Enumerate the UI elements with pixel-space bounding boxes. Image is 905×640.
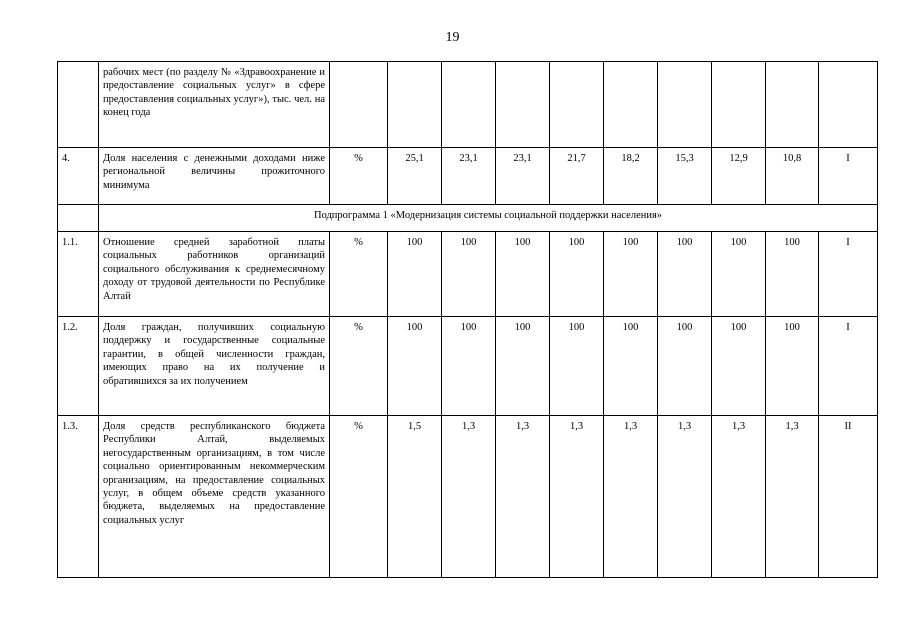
indicator-name: Доля средств республиканского бюджета Республики Алтай, выделяемых негосударственным организациям, в том числе социально ориентированным некоммерческим организациям, на предоставление социальных услуг, в общем объеме средств указанного бюджета, выделяемых на предоставление социальных услуг [99, 416, 330, 578]
table-row [58, 62, 878, 148]
value-cell: 12,9 [712, 148, 766, 205]
value-cell [766, 62, 819, 148]
category-cell: I [819, 148, 878, 205]
indicators-table [57, 61, 878, 578]
subprogram-row [58, 205, 878, 232]
value-cell: 1,3 [712, 416, 766, 578]
indicator-name: Доля населения с денежными доходами ниже региональной величины прожиточного минимума [99, 148, 330, 205]
unit-cell: % [330, 317, 388, 416]
unit-cell: % [330, 416, 388, 578]
value-cell: 100 [388, 317, 442, 416]
value-cell: 100 [658, 232, 712, 317]
value-cell [388, 62, 442, 148]
value-cell: 100 [388, 232, 442, 317]
value-cell [712, 62, 766, 148]
value-cell [604, 62, 658, 148]
row-number: 1.2. [58, 317, 99, 416]
value-cell: 1,5 [388, 416, 442, 578]
category-cell: II [819, 416, 878, 578]
value-cell [442, 62, 496, 148]
indicator-name: Отношение средней заработной платы социальных работников организаций социального обслуживания к среднемесячному доходу от трудовой деятельности по Республике Алтай [99, 232, 330, 317]
value-cell: 1,3 [442, 416, 496, 578]
table-row [58, 148, 878, 205]
indicator-name: Доля граждан, получивших социальную поддержку и государственные социальные гарантии, в общей численности граждан, имеющих право на их получение и обратившихся за их получением [99, 317, 330, 416]
value-cell: 100 [550, 317, 604, 416]
value-cell: 1,3 [550, 416, 604, 578]
unit-cell [330, 62, 388, 148]
empty-cell [58, 205, 99, 232]
page-number: 19 [445, 30, 460, 45]
value-cell: 100 [766, 232, 819, 317]
subprogram-title: Подпрограмма 1 «Модернизация системы социальной поддержки населения» [99, 205, 878, 232]
value-cell: 100 [712, 317, 766, 416]
value-cell: 10,8 [766, 148, 819, 205]
row-number [58, 62, 99, 148]
value-cell: 15,3 [658, 148, 712, 205]
value-cell: 100 [658, 317, 712, 416]
value-cell [496, 62, 550, 148]
value-cell: 18,2 [604, 148, 658, 205]
value-cell: 23,1 [442, 148, 496, 205]
table-row [58, 232, 878, 317]
row-number: 1.1. [58, 232, 99, 317]
category-cell [819, 62, 878, 148]
value-cell: 100 [496, 317, 550, 416]
value-cell: 1,3 [496, 416, 550, 578]
value-cell: 100 [712, 232, 766, 317]
value-cell: 25,1 [388, 148, 442, 205]
unit-cell: % [330, 148, 388, 205]
value-cell: 1,3 [604, 416, 658, 578]
value-cell: 21,7 [550, 148, 604, 205]
value-cell: 1,3 [766, 416, 819, 578]
row-number: 4. [58, 148, 99, 205]
value-cell: 100 [604, 317, 658, 416]
value-cell: 23,1 [496, 148, 550, 205]
category-cell: I [819, 232, 878, 317]
value-cell: 100 [442, 232, 496, 317]
unit-cell: % [330, 232, 388, 317]
table-row [58, 317, 878, 416]
value-cell [658, 62, 712, 148]
value-cell: 100 [550, 232, 604, 317]
value-cell: 100 [766, 317, 819, 416]
indicator-name: рабочих мест (по разделу № «Здравоохранение и предоставление социальных услуг» в сфере предоставления социальных услуг»), тыс. чел. на конец года [99, 62, 330, 148]
row-number: 1.3. [58, 416, 99, 578]
value-cell [550, 62, 604, 148]
value-cell: 100 [604, 232, 658, 317]
category-cell: I [819, 317, 878, 416]
value-cell: 1,3 [658, 416, 712, 578]
value-cell: 100 [442, 317, 496, 416]
value-cell: 100 [496, 232, 550, 317]
table-row [58, 416, 878, 578]
